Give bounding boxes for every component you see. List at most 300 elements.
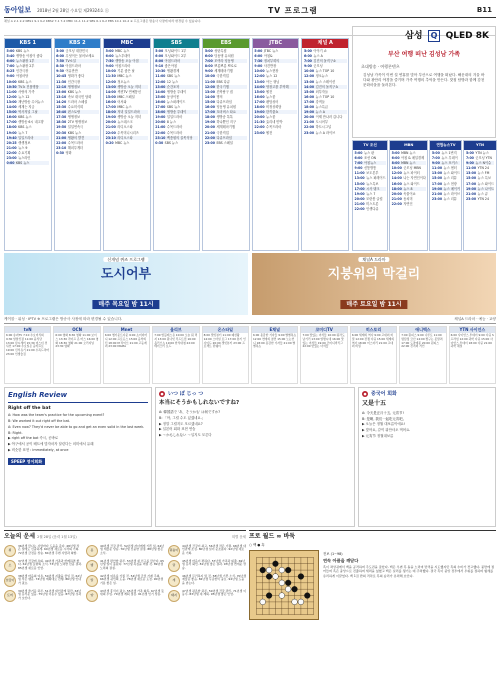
air-time: 13:00	[204, 89, 215, 94]
air-time: 19:00	[6, 130, 17, 135]
air-time: 15:30	[56, 105, 67, 110]
cable-schedule-grid	[4, 326, 496, 384]
air-time: 0:00	[6, 161, 15, 166]
schedule-row	[106, 105, 149, 109]
cable-channel-name: E채널	[252, 327, 297, 333]
air-time: 15:00	[155, 94, 166, 99]
air-time: 10:30	[155, 69, 166, 74]
air-time: 6:00	[391, 156, 400, 161]
cable-schedule-text: 7:00 원피스 9:00 나루토 11:00 명탐정 코난 14:00 짱구는 못말려 17:00 도라에몽 20:00 원피스 22:00 진격의 거인	[401, 333, 443, 349]
schedule-row	[432, 182, 460, 186]
air-time: 8:00	[204, 64, 213, 69]
air-time: 9:00	[431, 161, 440, 166]
air-time: 5:00	[6, 49, 15, 53]
schedule-row	[56, 49, 99, 53]
schedule-row	[432, 171, 460, 175]
program-title: 한국기행	[216, 84, 229, 89]
program-title: 생활의 발견	[67, 135, 85, 140]
air-time: 6:00	[254, 54, 263, 59]
air-time: 21:00	[303, 120, 315, 125]
program-title: 도시어부	[315, 120, 328, 125]
english-line: ▶ right off the bat 즉시, 곧바로	[8, 436, 59, 441]
zodiac-animal-icon: 용	[86, 545, 98, 557]
program-title: 생생정보	[67, 115, 81, 120]
program-title: 여유만만	[65, 69, 78, 74]
air-time: 7:00	[465, 156, 474, 161]
air-time: 20:30	[56, 130, 67, 135]
program-title: 인간극장	[15, 69, 29, 74]
cable-channel-name: tvN	[5, 327, 50, 333]
schedule-row	[155, 59, 198, 63]
schedule-row	[392, 156, 426, 160]
channel-header: MBC	[104, 39, 150, 48]
program-title: 재난방송 수어뉴스	[18, 99, 44, 104]
air-time: 22:00	[204, 135, 215, 140]
program-title: 이야기 쇼	[313, 49, 327, 53]
schedule-row	[392, 166, 426, 170]
schedule-row	[56, 125, 99, 129]
fortune-item	[168, 545, 246, 557]
air-time: 15:00	[465, 176, 477, 181]
channel-header: 채널 A	[302, 39, 348, 48]
program-title: 동치미	[403, 196, 413, 201]
english-phrase: Right off the bat	[8, 405, 51, 411]
air-time: 5:00	[56, 49, 65, 53]
program-title: 극한직업	[216, 74, 229, 79]
program-title: 명의	[216, 94, 223, 99]
air-time: 5:00	[204, 49, 213, 53]
air-time: 11:00	[465, 166, 477, 171]
banner-2-tag: 채널A 드라마	[358, 257, 389, 262]
fortune-column	[86, 545, 164, 605]
schedule-row	[466, 166, 494, 170]
program-title: 뉴스 7	[366, 191, 376, 196]
fortune-title: 오늘의 운세	[4, 533, 36, 540]
air-time: 14:00	[254, 84, 265, 89]
air-time: 5:00	[391, 151, 400, 155]
schedule-row	[56, 95, 99, 99]
schedule-row	[106, 59, 149, 63]
schedule-row	[7, 90, 50, 94]
chinese-line: B: 是啊, 我们一起吃元宵吧。	[362, 416, 406, 421]
fortune-text: 41년생 편안한 하루. 53년생 새 친구를 만난다. 65년생 일이 풀린다. 77년생 욕심을 버릴 것. 89년생 노력의 결실.	[100, 558, 164, 571]
program-title: KBS 뉴스	[18, 115, 32, 120]
english-line: B: We worked it out right off the bat.	[8, 419, 71, 424]
program-title: SBS 뉴스	[166, 74, 181, 79]
program-title: MBC 뉴스	[115, 140, 130, 145]
fortune-item	[86, 560, 164, 572]
schedule-row	[432, 192, 460, 196]
air-time: 22:00	[254, 125, 265, 130]
schedule-row	[304, 90, 347, 94]
schedule-row	[304, 69, 347, 73]
air-time: 10:45	[56, 74, 67, 79]
air-time: 16:00	[391, 181, 402, 186]
schedule-row	[254, 110, 297, 114]
program-title: 뉴스광장 2부	[15, 64, 35, 69]
fortune-item	[168, 575, 246, 587]
program-title: 조선 ON	[363, 156, 377, 161]
schedule-row	[205, 136, 248, 140]
zodiac-animal-icon: 돼지	[168, 590, 180, 602]
air-time: 15:00	[254, 89, 265, 94]
channel-column	[301, 38, 349, 251]
program-title: 팬텀싱어	[266, 99, 279, 104]
chinese-line: ▶ 맞아요, 같이 위안샤오 먹어요.	[362, 428, 411, 432]
program-title: 12 뉴스	[166, 79, 179, 84]
air-time: 13:00	[155, 84, 166, 89]
air-time: 21:00	[431, 191, 443, 196]
fortune-text: 36년생 만나는 사람마다 도움을 준다. 48년생 작은 일에도 신중하게. 60년생 새로운 시작의 기회. 72년생 금전운 상승. 84년생 주변 사람과 화합.	[18, 543, 80, 556]
schedule-row	[106, 64, 149, 68]
zodiac-animal-icon: 소	[4, 560, 16, 572]
schedule-row	[304, 125, 347, 129]
program-title: 생방송 오늘 아침	[115, 59, 139, 64]
ad-brand-model: QLED 8K	[445, 31, 489, 41]
schedule-row	[56, 131, 99, 135]
baduk-subtitle: 전보 (1~98)	[323, 551, 343, 556]
fortune-item	[4, 575, 82, 587]
japanese-line: ▶ 〜かもしれない 〜일지도 모른다	[159, 433, 212, 438]
air-time: 23:00	[204, 140, 215, 145]
air-time: 12:00	[6, 94, 17, 99]
air-time: 11:30	[105, 74, 116, 79]
air-time: 17:00	[204, 110, 215, 115]
schedule-row	[56, 136, 99, 140]
program-title: 딩동댕 유치원	[214, 54, 234, 59]
air-time: 7:00	[204, 59, 213, 64]
air-time: 0:20	[105, 140, 114, 145]
schedule-row	[205, 59, 248, 63]
zodiac-animal-icon: 닭	[168, 560, 180, 572]
schedule-row	[155, 120, 198, 124]
program-title: 뉴스 투데이	[441, 156, 458, 161]
banner-1-tag: 신개념 퀴즈 프로그램	[103, 257, 148, 262]
schedule-row	[254, 80, 297, 84]
schedule-row	[432, 151, 460, 155]
air-time: 23:10	[105, 135, 116, 140]
program-title: 라디오스타	[117, 135, 133, 140]
program-title: 뉴스 와이드	[443, 171, 460, 176]
air-time: 11:00	[431, 166, 443, 171]
program-title: 드라마 스페셜	[67, 99, 88, 104]
air-time: 22:00	[391, 201, 402, 206]
schedule-row	[254, 54, 297, 58]
program-title: 굿모닝	[313, 64, 323, 69]
schedule-row	[466, 171, 494, 175]
program-title: MBN 뉴스	[401, 161, 416, 166]
program-title: 생방송 투데이	[166, 89, 187, 94]
samsung-ad[interactable]	[352, 26, 496, 138]
air-time: 22:00	[105, 130, 116, 135]
ad-q-logo: Q	[428, 30, 441, 42]
program-title: 뉴스라인	[18, 155, 31, 160]
schedule-row	[466, 187, 494, 191]
program-title: 뉴스투데이	[115, 54, 131, 59]
air-time: 11:00	[155, 74, 166, 79]
air-time: 17:00	[303, 99, 315, 104]
program-title: 냉장고를 부탁해	[266, 84, 289, 89]
fortune-text: 39년생 즐거운 하루. 51년생 대인관계 원만. 63년생 문서운 있음. 75년생 이동수 있음. 87년생 성과가 보인다.	[18, 588, 82, 601]
black-stone	[266, 592, 272, 598]
schedule-row	[106, 90, 149, 94]
program-title: 이제 만나러 갑니다	[315, 115, 343, 120]
air-time: 14:00	[155, 89, 166, 94]
ad-brand-name: 삼성	[405, 31, 423, 41]
baduk-heading: 연속 아픔을 깨닫다	[323, 558, 359, 563]
program-title: 모닝와이드 2부	[164, 54, 187, 59]
program-title: 하트시그널	[315, 125, 332, 130]
air-time: 14:00	[303, 84, 315, 89]
schedule-row	[7, 110, 50, 114]
baduk-board	[249, 550, 319, 620]
program-title: 어서와	[117, 99, 127, 104]
air-time: 23:00	[431, 196, 443, 201]
air-time: 9:00	[465, 161, 474, 166]
schedule-row	[155, 100, 198, 104]
channel-column	[252, 38, 300, 251]
air-time: 8:00	[155, 59, 164, 64]
schedule-row	[155, 95, 198, 99]
white-stone	[279, 580, 285, 586]
program-title: 영화	[65, 150, 72, 155]
program-title: 일일드라마	[166, 115, 183, 120]
program-title: 모란봉 클럽	[366, 196, 383, 201]
schedule-row	[254, 49, 297, 53]
program-title: 편스토랑	[67, 110, 81, 115]
program-title: 수목드라마	[166, 130, 183, 135]
schedule-row	[205, 120, 248, 124]
program-title: 미스트롯	[366, 201, 379, 206]
schedule-row	[56, 141, 99, 145]
zodiac-animal-icon: 개	[168, 575, 180, 587]
newspaper-title: 동아일보	[4, 5, 32, 15]
program-title: 무엇이든 물어보세요	[65, 54, 95, 59]
schedule-row	[7, 54, 50, 58]
program-title: 뉴스현장	[266, 69, 279, 74]
schedule-row	[7, 74, 50, 78]
fortune-header	[4, 533, 246, 541]
program-title: 김진의 돌직구쇼	[313, 59, 336, 64]
schedule-row	[155, 125, 198, 129]
cable-schedule-text: 7:00 밥블레스유 10:00 오늘 뭐 먹지 13:00 원나잇 푸드트립 16:00 올리브쇼 19:00 한식대첩 22:00 테이스티 로드	[154, 333, 198, 349]
promo-banner-2[interactable]	[252, 253, 496, 315]
schedule-row	[304, 120, 347, 124]
fortune-text: 37년생 건강에 유의. 49년생 가족과 함께하면 좋다. 61년생 뜻밖의 소식. 73년생 노력한 만큼 결과. 85년생 새로운 인연.	[18, 558, 83, 571]
schedule-row	[254, 64, 297, 68]
air-time: 20:25	[6, 140, 17, 145]
white-stone	[279, 592, 285, 598]
program-title: MBC 뉴스	[117, 105, 132, 110]
schedule-row	[205, 141, 248, 145]
channel-column	[4, 38, 52, 251]
banner-2-sub: 매주 토요일 밤 11시	[340, 300, 407, 310]
cable-schedule-text: 6:00 사이언스 투데이 9:00 다큐 S프라임 12:00 과학 다큐 15:00 사이언스 투데이 18:00 다큐 21:00 과학 채널	[450, 333, 494, 349]
schedule-row	[7, 120, 50, 124]
air-time: 6:00	[6, 59, 15, 64]
schedule-row	[432, 176, 460, 180]
program-title: 역사저널 그날	[18, 110, 38, 115]
schedule-row	[155, 136, 198, 140]
schedule-row	[466, 156, 494, 160]
air-time: 14:00	[391, 176, 402, 181]
schedule-row	[254, 85, 297, 89]
air-time: 12:00	[155, 79, 166, 84]
air-time: 14:00	[6, 105, 17, 110]
program-title: 뉴스 A 라이브	[315, 130, 336, 135]
japanese-line: ▶ 정말 그럴지도 모르겠네요?	[159, 421, 203, 426]
japanese-line: A: 韓国語で 'あ、そうかも' は何ですか?	[159, 410, 221, 415]
air-time: 8:00	[391, 161, 400, 166]
air-time: 21:00	[155, 125, 166, 130]
program-title: SBS 뉴스	[164, 140, 179, 145]
promo-banner-1[interactable]	[4, 253, 248, 315]
air-time: 7:30	[254, 59, 263, 64]
schedule-row	[392, 182, 426, 186]
air-time: 11:30	[56, 79, 67, 84]
chinese-line: A: 今天是正月十五, 元宵节!	[362, 410, 404, 415]
program-title: 뉴스 와이드	[403, 181, 420, 186]
black-stone	[285, 567, 291, 573]
schedule-row	[155, 69, 198, 73]
japanese-line: ▶ 일본어 회화 표현 연습	[159, 427, 196, 432]
air-time: 5:00	[155, 49, 164, 53]
schedule-row	[106, 100, 149, 104]
english-title: English Review	[8, 391, 148, 403]
program-title: 수목미니시리즈	[117, 130, 139, 135]
air-time: 19:00	[303, 110, 315, 115]
right-channel-column	[389, 140, 428, 251]
schedule-row	[304, 105, 347, 109]
program-title: KBS 뉴스	[18, 125, 32, 130]
program-title: 뉴스데스크	[117, 120, 133, 125]
schedule-row	[392, 197, 426, 201]
program-title: 생생정보	[67, 84, 81, 89]
fortune-section	[4, 530, 246, 687]
program-title: 뉴스 리뷰	[443, 196, 457, 201]
air-time: 13:00	[303, 79, 315, 84]
zodiac-animal-icon: 양	[86, 590, 98, 602]
air-time: 10:00	[391, 166, 402, 171]
schedule-row	[7, 151, 50, 155]
air-time: 0:30	[56, 150, 65, 155]
program-title: 뉴스 7	[18, 130, 28, 135]
tv-schedule-grid	[4, 38, 349, 251]
fortune-item	[4, 590, 82, 602]
black-stone	[298, 573, 304, 579]
air-time: 19:00	[204, 120, 215, 125]
zodiac-animal-icon: 뱀	[86, 560, 98, 572]
air-time: 11:00	[354, 171, 365, 176]
english-line: B: Right.	[8, 430, 23, 435]
japanese-box	[155, 387, 355, 527]
fortune-column	[168, 545, 246, 605]
program-title: 생방송 투데이	[166, 110, 187, 115]
program-title: 기분 좋은 날	[117, 69, 135, 74]
schedule-row	[466, 197, 494, 201]
air-time: 23:10	[56, 145, 67, 150]
program-title: 아침드라마	[115, 64, 131, 69]
air-time: 5:40	[6, 54, 15, 59]
schedule-row	[7, 100, 50, 104]
air-time: 0:30	[155, 140, 164, 145]
fortune-date: 2월 28일 (음력 1월 13일)	[37, 535, 77, 539]
schedule-row	[155, 105, 198, 109]
baduk-board-svg	[250, 551, 320, 621]
chinese-box	[358, 387, 496, 527]
program-title: 섹션TV 연예통신	[117, 89, 141, 94]
cable-channel-name: YTN 사이언스	[450, 327, 495, 333]
air-time: 12:00	[105, 79, 116, 84]
program-title: 뉴스 파이터	[403, 171, 420, 176]
schedule-row	[155, 80, 198, 84]
air-time: 19:00	[105, 115, 116, 120]
schedule-row	[466, 151, 494, 155]
channel-header: KBS 1	[5, 39, 51, 48]
program-title: 뉴스 FM	[477, 171, 490, 176]
program-title: 사랑의 가족	[18, 89, 35, 94]
schedule-row	[205, 100, 248, 104]
air-time: 21:00	[354, 201, 365, 206]
program-title: 극한직업	[216, 130, 229, 135]
schedule-row	[466, 182, 494, 186]
schedule-row	[254, 100, 297, 104]
schedule-row	[155, 64, 198, 68]
schedule-row	[106, 141, 149, 145]
chinese-line: ▶ 오늘은 정월 대보름이에요!	[362, 422, 406, 427]
air-time: 17:00	[6, 120, 17, 125]
air-time: 23:00	[6, 155, 17, 160]
schedule-row	[155, 131, 198, 135]
air-time: 16:00	[254, 94, 265, 99]
program-title: 뉴스 A	[313, 54, 323, 59]
promo-banners	[4, 253, 496, 315]
air-time: 13:00	[6, 99, 17, 104]
schedule-row	[106, 120, 149, 124]
air-time: 18:00	[303, 105, 315, 110]
schedule-row	[254, 131, 297, 135]
air-time: 19:00	[155, 115, 166, 120]
schedule-row	[7, 131, 50, 135]
schedule-row	[7, 105, 50, 109]
program-title: 속풀이쇼	[403, 191, 416, 196]
air-time: 20:00	[204, 125, 215, 130]
schedule-row	[355, 202, 386, 206]
schedule-row	[7, 49, 50, 53]
english-line: A: How was the team's practice for the upcoming event?	[8, 413, 105, 418]
fortune-note: 띠별 운세	[231, 534, 246, 539]
air-time: 16:00	[204, 105, 215, 110]
schedule-row	[392, 151, 426, 155]
program-title: 뽀롱뽀롱 뽀로로	[214, 64, 237, 69]
program-title: 뉴스특급	[315, 105, 328, 110]
schedule-row	[304, 110, 347, 114]
japanese-phrase: 本当にそうかもしれないですね?	[159, 400, 240, 407]
schedule-row	[205, 85, 248, 89]
schedule-row	[7, 85, 50, 89]
schedule-row	[205, 49, 248, 53]
zodiac-animal-icon: 토끼	[4, 590, 16, 602]
air-time: 9:00	[254, 64, 263, 69]
air-time: 5:00	[254, 49, 263, 53]
air-time: 19:50	[56, 125, 67, 130]
program-title: 인생다큐	[366, 207, 379, 212]
black-stone	[285, 580, 291, 586]
air-time: 7:00	[303, 59, 312, 64]
air-time: 9:00	[354, 166, 363, 171]
schedule-row	[106, 74, 149, 78]
program-title: 뉴스 현장	[443, 181, 457, 186]
